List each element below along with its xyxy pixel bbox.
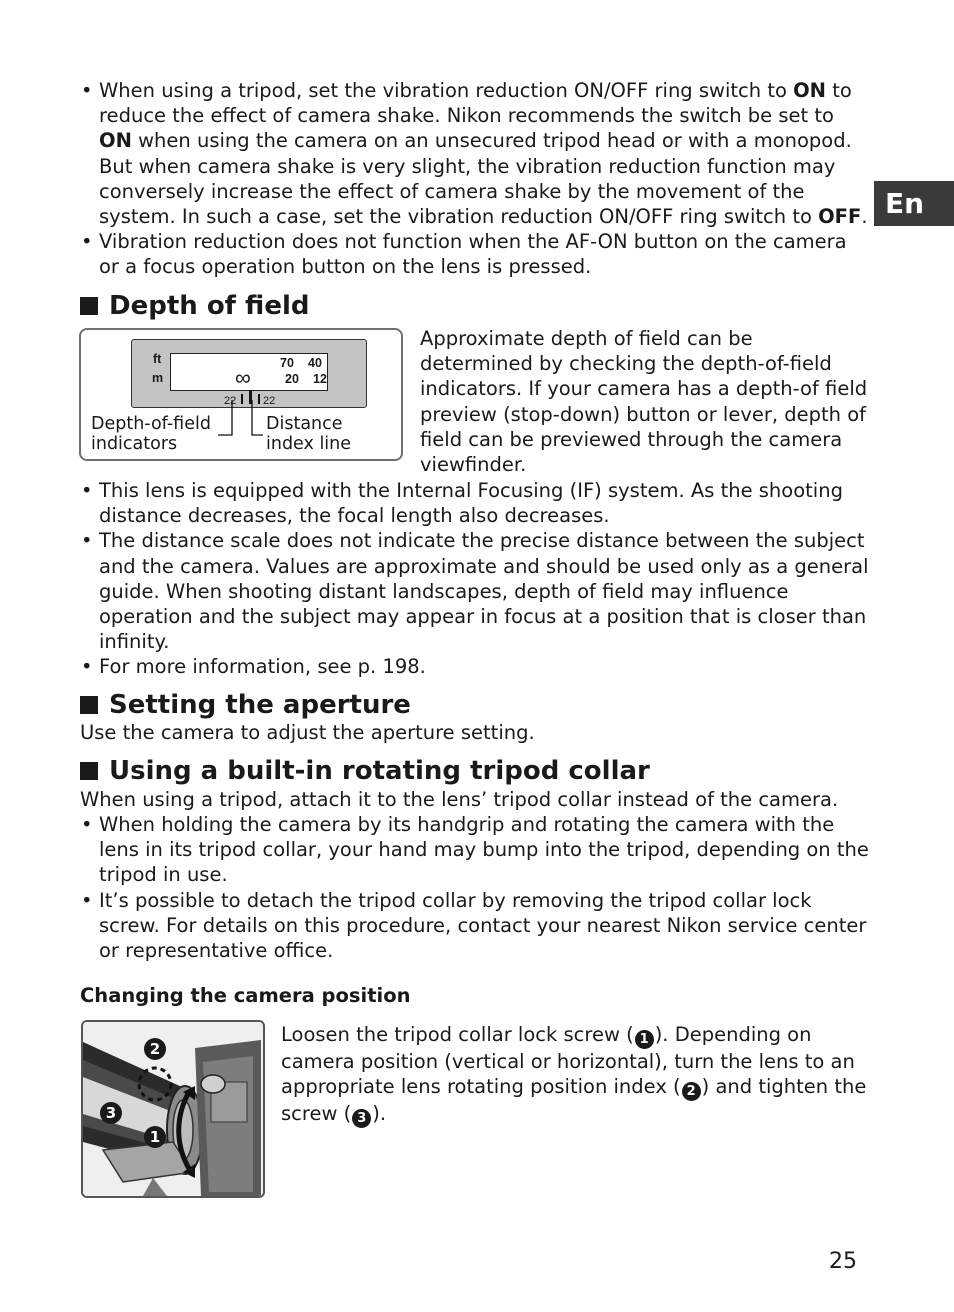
language-tab <box>874 181 954 226</box>
infinity-mark: ∞ <box>235 365 251 390</box>
caption-dof-indicators: Depth-of-field indicators <box>91 414 211 454</box>
camera-position-subheading: Changing the camera position <box>80 984 411 1007</box>
dof-indicator-number: 22 <box>224 395 237 407</box>
list-item: • For more information, see p. 198. <box>79 654 869 679</box>
depth-of-field-figure <box>79 328 403 461</box>
dof-bullet-list <box>79 478 869 680</box>
aperture-text: Use the camera to adjust the aperture setting. <box>80 721 535 744</box>
depth-of-field-heading: Depth of field <box>80 291 309 321</box>
language-tab-label: En <box>885 187 925 220</box>
page-number: 25 <box>829 1249 857 1274</box>
scale-number: 12 <box>313 372 327 386</box>
list-item: • This lens is equipped with the Internal Focusing (IF) system. As the shooting distance decreases, the focal length also decreases. <box>79 478 869 528</box>
marker-2-icon: 2 <box>144 1038 166 1060</box>
number-2-icon: 2 <box>682 1082 701 1101</box>
tripod-bullet-list <box>79 812 869 963</box>
list-item: • When holding the camera by its handgrip and rotating the camera with the lens in its tripod collar, your hand may bump into the tripod, depending on the tripod in use. <box>79 812 869 888</box>
m-label: m <box>152 371 164 385</box>
marker-1-icon: 1 <box>144 1126 166 1148</box>
marker-3-icon: 3 <box>100 1102 122 1124</box>
ft-label: ft <box>153 352 162 366</box>
square-bullet-icon <box>80 297 98 315</box>
intro-bullet-list <box>79 78 869 280</box>
aperture-heading: Setting the aperture <box>80 690 411 720</box>
list-item: • It’s possible to detach the tripod collar by removing the tripod collar lock screw. For details on this procedure, contact your nearest Nikon service center or representative office. <box>79 888 869 964</box>
caption-distance-index: Distance index line <box>266 414 352 454</box>
list-item: • The distance scale does not indicate the precise distance between the subject and the camera. Values are approximate and should be used only as a general guide. When shooting distant landscapes, depth of field may influence operation and the subject may appear in focus at a position that is closer than infinity. <box>79 528 869 654</box>
square-bullet-icon <box>80 696 98 714</box>
camera-position-instructions: Loosen the tripod collar lock screw ( 1 ). Depending on camera position (vertical or horizontal), turn the lens to an appropriate lens rotating position index ( 2 ) and tighten the screw ( 3 ). <box>281 1022 871 1128</box>
tripod-collar-photo <box>81 1020 265 1198</box>
depth-of-field-description: Approximate depth of field can be determined by checking the depth-of-field indicators. If your camera has a depth-of field preview (stop-down) button or lever, depth of field can be previewed through the camera viewfinder. <box>420 327 868 477</box>
list-item: • When using a tripod, set the vibration reduction ON/OFF ring switch to ON to reduce the effect of camera shake. Nikon recommends the switch be set to ON when using the camera on an unsecured tripod head or with a monopod. But when camera shake is very slight, the vibration reduction function may conversely increase the effect of camera shake by the movement of the system. In such a case, set the vibration reduction ON/OFF ring switch to OFF. <box>79 78 869 229</box>
scale-number: 40 <box>308 356 322 370</box>
tripod-collar-heading: Using a built-in rotating tripod collar <box>80 756 650 786</box>
list-item: • Vibration reduction does not function when the AF-ON button on the camera or a focus operation button on the lens is pressed. <box>79 229 869 279</box>
tripod-collar-text: When using a tripod, attach it to the lens’ tripod collar instead of the camera. <box>80 788 839 811</box>
dof-indicator-number: 22 <box>263 395 276 407</box>
number-1-icon: 1 <box>635 1030 654 1049</box>
square-bullet-icon <box>80 762 98 780</box>
number-3-icon: 3 <box>352 1109 371 1128</box>
scale-number: 70 <box>280 356 294 370</box>
scale-number: 20 <box>285 372 299 386</box>
